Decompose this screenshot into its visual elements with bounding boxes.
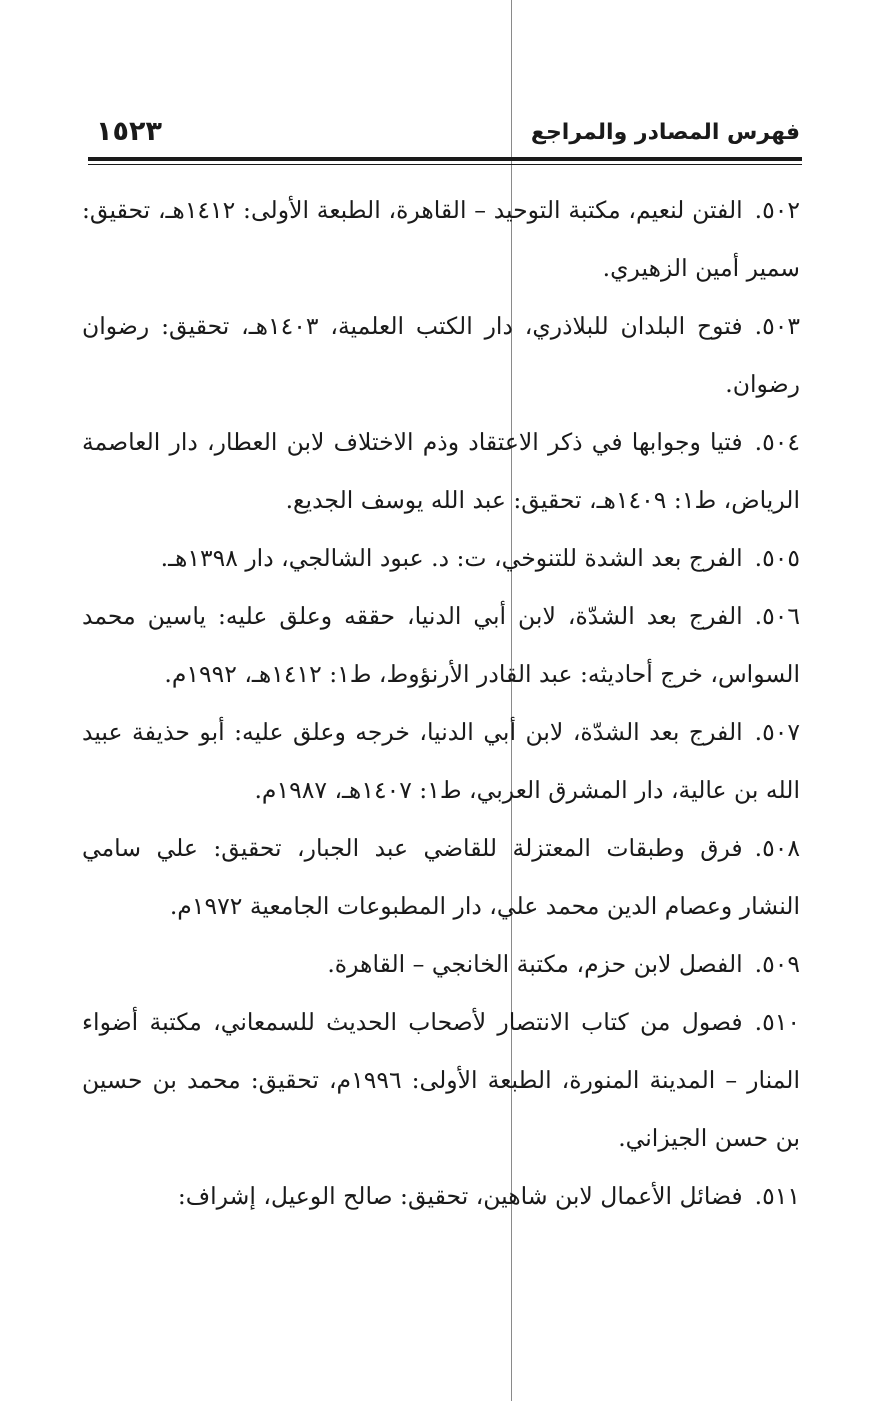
entry-text: الفرج بعد الشدّة، لابن أبي الدنيا، خرجه وعلق عليه: أبو حذيفة عبيد الله بن عالية، دار المشرق العربي، ط١: ١٤٠٧هـ، ١٩٨٧م. [82, 718, 800, 804]
entry-text: الفتن لنعيم، مكتبة التوحيد – القاهرة، الطبعة الأولى: ١٤١٢هـ، تحقيق: سمير أمين الزهيري. [82, 196, 800, 282]
entry-text: فصول من كتاب الانتصار لأصحاب الحديث للسمعاني، مكتبة أضواء المنار – المدينة المنورة، الطبعة الأولى: ١٩٩٦م، تحقيق: محمد بن حسين بن حسن الجيزاني. [82, 1008, 800, 1152]
entry-text: الفرج بعد الشدة للتنوخي، ت: د. عبود الشالجي، دار ١٣٩٨هـ. [160, 544, 743, 572]
entry-text: فرق وطبقات المعتزلة للقاضي عبد الجبار، تحقيق: علي سامي النشار وعصام الدين محمد علي، دار المطبوعات الجامعية ١٩٧٢م. [82, 834, 800, 920]
bibliography-entry [82, 993, 800, 1167]
entry-text: الفصل لابن حزم، مكتبة الخانجي – القاهرة. [327, 950, 743, 978]
entry-number: ٥١١. [754, 1182, 800, 1210]
bibliography-entry [82, 587, 800, 703]
entry-number: ٥٠٣. [754, 312, 800, 340]
entry-number: ٥٠٨. [754, 834, 800, 862]
entry-text: فتيا وجوابها في ذكر الاعتقاد وذم الاختلاف لابن العطار، دار العاصمة الرياض، ط١: ١٤٠٩هـ، تحقيق: عبد الله يوسف الجديع. [82, 428, 800, 514]
bibliography-entry [82, 935, 800, 993]
bibliography-entry [82, 703, 800, 819]
entry-number: ٥١٠. [754, 1008, 800, 1036]
bibliography-list [82, 181, 800, 1225]
bibliography-entry [82, 181, 800, 297]
entry-number: ٥٠٩. [754, 950, 800, 978]
entry-number: ٥٠٦. [754, 602, 800, 630]
page-header [88, 108, 800, 158]
entry-text: الفرج بعد الشدّة، لابن أبي الدنيا، حققه وعلق عليه: ياسين محمد السواس، خرج أحاديثه: عبد القادر الأرنؤوط، ط١: ١٤١٢هـ، ١٩٩٢م. [82, 602, 800, 688]
bibliography-entry [82, 413, 800, 529]
header-rule-thin [88, 164, 802, 165]
entry-text: فضائل الأعمال لابن شاهين، تحقيق: صالح الوعيل، إشراف: [177, 1182, 743, 1210]
header-rule-thick [88, 157, 802, 161]
page-number: ١٥٢٣ [96, 116, 162, 147]
entry-number: ٥٠٥. [754, 544, 800, 572]
entry-number: ٥٠٧. [754, 718, 800, 746]
entry-text: فتوح البلدان للبلاذري، دار الكتب العلمية، ١٤٠٣هـ، تحقيق: رضوان رضوان. [82, 312, 800, 398]
bibliography-entry [82, 819, 800, 935]
running-title: فهرس المصادر والمراجع [530, 120, 800, 145]
entry-number: ٥٠٢. [754, 196, 800, 224]
bibliography-entry [82, 297, 800, 413]
entry-number: ٥٠٤. [754, 428, 800, 456]
bibliography-entry [82, 529, 800, 587]
bibliography-entry [82, 1167, 800, 1225]
